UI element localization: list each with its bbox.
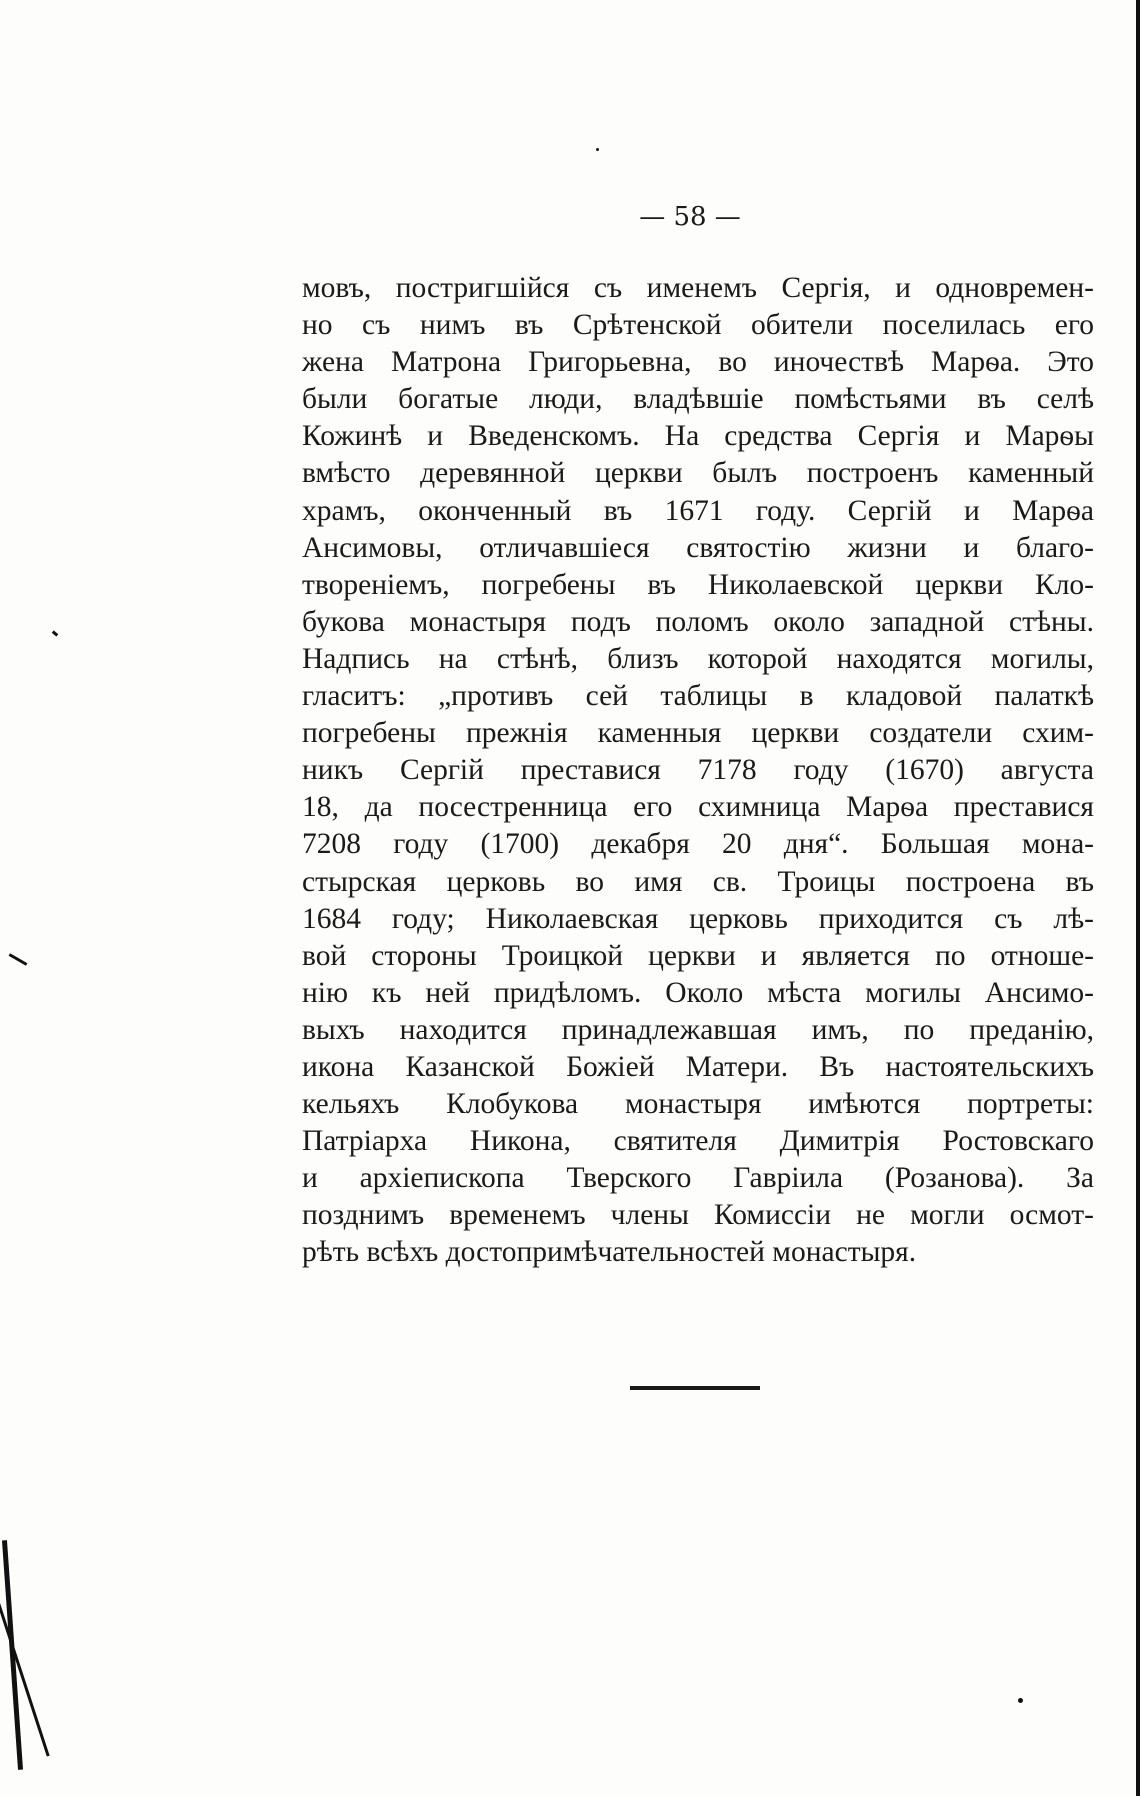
text-line: нiю къ ней придѣломъ. Около мѣста могилы Ансимо- [302,976,1094,1009]
page-number: — 58 — [639,202,741,232]
text-line: жена Матрона Григорьевна, во иночествѣ Марѳа. Это [302,346,1094,379]
text-line: но съ нимъ въ Срѣтенской обители поселилась его [302,309,1094,342]
text-line: выхъ находится принадлежавшая имъ, по преданiю, [302,1013,1094,1046]
text-line: букова монастыря подъ поломъ около западной стѣны. [302,605,1094,638]
scan-speck [596,148,599,151]
body-text [302,270,1094,1272]
text-line: Надпись на стѣнѣ, близъ которой находятся могилы, [302,642,1094,675]
text-line: и архiепископа Тверского Гаврiила (Розанова). За [302,1162,1094,1195]
text-line: Ансимовы, отличавшiеся святостiю жизни и благо- [302,531,1094,564]
scan-binding-mark [2,1540,23,1770]
text-line: 1684 году; Николаевская церковь приходится съ лѣ- [302,902,1094,935]
text-line: творенiемъ, погребены въ Николаевской церкви Кло- [302,568,1094,601]
page-edge-shadow [1136,0,1140,1796]
text-line: мовъ, постригшiйся съ именемъ Сергiя, и одновремен- [302,272,1094,304]
text-line: Патрiарха Никона, святителя Димитрiя Ростовскаго [302,1125,1094,1158]
text-line: рѣть всѣхъ достопримѣчательностей монастыря. [302,1236,917,1269]
text-line: стырская церковь во имя св. Троицы построена въ [302,865,1094,898]
scan-speck [1018,1698,1023,1703]
text-line: храмъ, оконченный въ 1671 году. Сергiй и Марѳа [302,494,1094,527]
text-line: икона Казанской Божiей Матери. Въ настоятельскихъ [302,1050,1094,1083]
text-line: 7208 году (1700) декабря 20 дня“. Большая мона- [302,828,1094,861]
text-line: кельяхъ Клобукова монастыря имѣются портреты: [302,1088,1094,1121]
text-line: позднимъ временемъ члены Комиссiи не могли осмот- [302,1199,1094,1232]
section-end-rule [630,1386,760,1390]
text-line: Кожинѣ и Введенскомъ. На средства Сергiя и Марѳы [302,420,1094,453]
scan-speck [52,630,59,636]
text-line: гласитъ: „противъ сей таблицы в кладовой палаткѣ [302,680,1094,713]
scan-speck [9,953,28,966]
text-line: погребены прежнiя каменныя церкви создатели схим- [302,717,1094,750]
text-line: вмѣсто деревянной церкви былъ построенъ каменный [302,457,1094,490]
text-line: 18, да посестренница его схимница Марѳа преставися [302,791,1094,824]
text-line: вой стороны Троицкой церкви и является по отноше- [302,939,1094,972]
scan-binding-mark [0,1603,50,1756]
text-line: никъ Сергiй преставися 7178 году (1670) августа [302,754,1094,787]
text-line: были богатые люди, владѣвшiе помѣстьями въ селѣ [302,383,1094,416]
